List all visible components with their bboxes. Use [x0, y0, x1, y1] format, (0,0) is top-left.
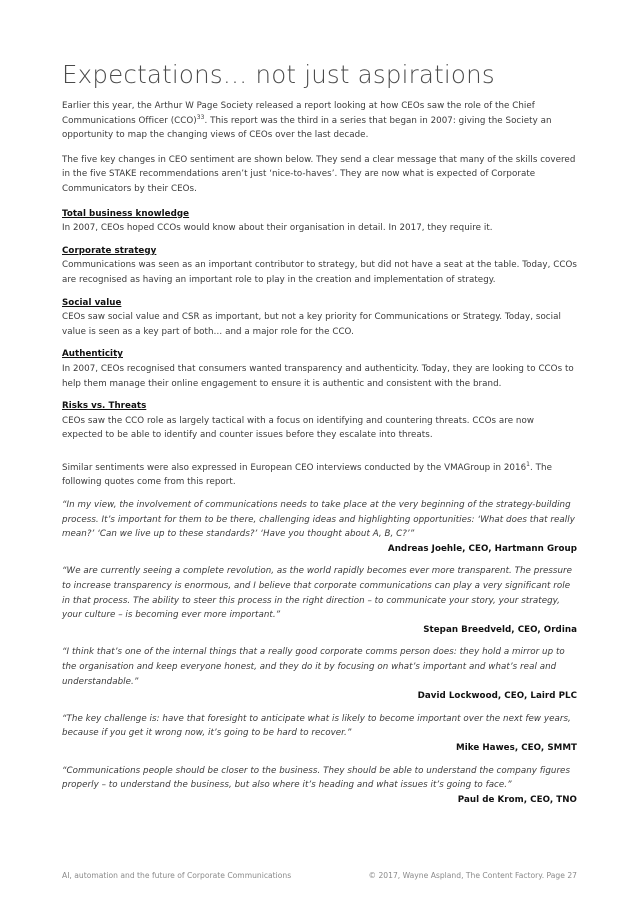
page-title: Expectations… not just aspirations — [62, 60, 495, 89]
similar-text: Similar sentiments were also expressed in European CEO interviews conducted by the VMAGroup in 2016 — [62, 462, 527, 473]
quote-block — [62, 498, 577, 556]
footnote-ref: 33 — [196, 113, 205, 121]
change-item — [62, 207, 577, 236]
change-text: In 2007, CEOs recognised that consumers wanted transparency and authenticity. Today, they are looking to CCOs to help them manage their online engagement to ensure it is authentic and consistent with the brand. — [62, 363, 574, 389]
change-item — [62, 347, 577, 391]
quote-block — [62, 764, 577, 808]
page-footer — [62, 871, 577, 880]
change-text: CEOs saw the CCO role as largely tactical with a focus on identifying and countering threats. CCOs are now expected to be able to identify and counter issues before they escalate into threats. — [62, 415, 534, 441]
change-heading: Total business knowledge — [62, 208, 190, 219]
footer-left: AI, automation and the future of Corporate Communications — [62, 871, 292, 880]
change-heading: Social value — [62, 297, 122, 308]
change-heading: Corporate strategy — [62, 245, 157, 256]
change-item — [62, 399, 577, 443]
quote-attribution: Andreas Joehle, CEO, Hartmann Group — [387, 543, 577, 554]
quote-block — [62, 645, 577, 703]
quote-attribution: Stepan Breedveld, CEO, Ordina — [423, 624, 577, 635]
footer-right: © 2017, Wayne Aspland, The Content Factory. Page 27 — [368, 871, 577, 880]
change-item — [62, 244, 577, 288]
change-text: In 2007, CEOs hoped CCOs would know about their organisation in detail. In 2017, they require it. — [62, 223, 493, 234]
quote-block — [62, 712, 577, 756]
footnote-ref: 1 — [526, 460, 531, 468]
similar-text-cont: . The following quotes come from this report. — [62, 462, 552, 488]
quote-attribution: Paul de Krom, CEO, TNO — [457, 794, 577, 805]
quote-text: “Communications people should be closer to the business. They should be able to understand the company figures properly – to understand the business, but also where it’s heading and what issues it’s going to face.” — [62, 765, 571, 791]
intro-paragraph-1 — [62, 99, 577, 143]
quote-attribution: Mike Hawes, CEO, SMMT — [456, 742, 577, 753]
quote-block — [62, 564, 577, 637]
intro-text: Earlier this year, the Arthur W Page Society released a report looking at how CEOs saw the role of the Chief Communications Officer (CCO) — [62, 101, 535, 126]
page-content — [62, 60, 577, 807]
change-item — [62, 296, 577, 340]
quote-text: “I think that’s one of the internal things that a really good corporate comms person does: they hold a mirror up to the organisation and keep everyone honest, and they do it by focusing on what’s important and what’s real and understandable.” — [62, 647, 565, 687]
quote-text: “We are currently seeing a complete revolution, as the world rapidly becomes ever more transparent. The pressure to increase transparency is enormous, and I believe that corporate communications can play a very significant role in that process. The ability to steer this process in the right direction – to communicate your story, your strategy, your culture – is becoming ever more important.” — [62, 566, 573, 621]
quote-text: “The key challenge is: have that foresight to anticipate what is likely to become important over the next few years, because if you get it wrong now, it’s going to be hard to recover.” — [62, 713, 571, 739]
intro-paragraph-2: The five key changes in CEO sentiment are shown below. They send a clear message that many of the skills covered in the five STAKE recommendations aren’t just ‘nice-to-haves’. They are now what is expected of Corporate Communicators by their CEOs. — [62, 154, 576, 194]
quote-attribution: David Lockwood, CEO, Laird PLC — [417, 691, 577, 702]
similar-paragraph — [62, 461, 577, 490]
intro-text-cont: . This report was the third in a series that began in 2007: giving the Society an opportunity to map the changing views of CEOs over the last decade. — [62, 115, 552, 141]
change-text: Communications was seen as an important contributor to strategy, but did not have a seat at the table. Today, CCOs are recognised as having an important role to play in the creation and implementation of strategy. — [62, 260, 577, 285]
change-heading: Risks vs. Threats — [62, 401, 147, 412]
change-text: CEOs saw social value and CSR as important, but not a key priority for Communications or Strategy. Today, social value is seen as a key part of both… and a major role for the CCO. — [62, 312, 561, 337]
quote-text: “In my view, the involvement of communications needs to take place at the very beginning of the strategy-building process. It’s important for them to be there, challenging ideas and highlighting opportunities: ‘What does that really mean?’ ‘Can we live up to these standards?’ ‘Have you thought about A, B, C?’” — [62, 500, 575, 540]
change-heading: Authenticity — [62, 349, 123, 360]
